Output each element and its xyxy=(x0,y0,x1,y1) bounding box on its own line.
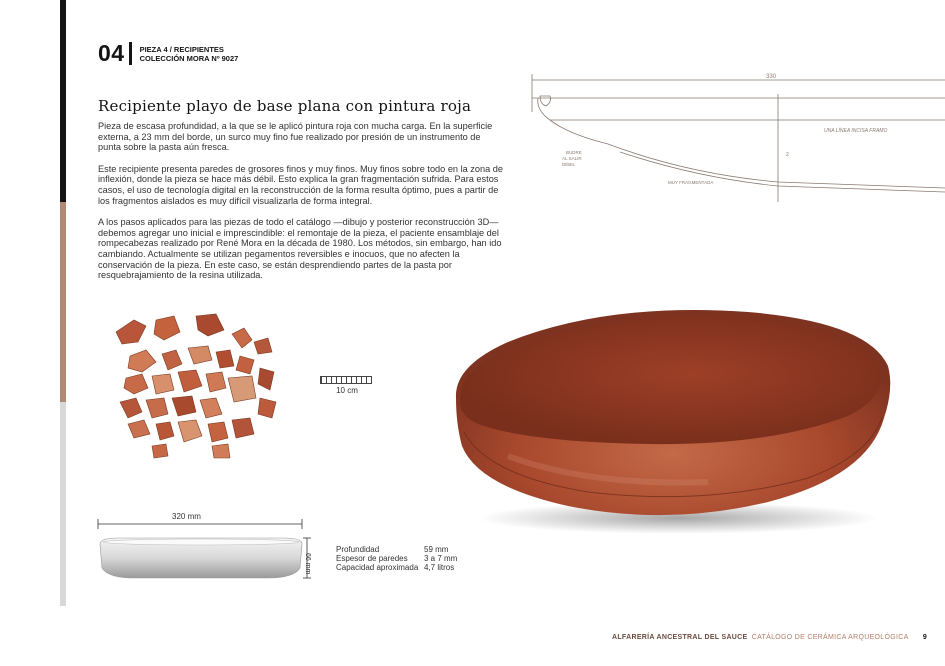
section-header xyxy=(98,40,238,67)
page-title: Recipiente playo de base plana con pintura roja xyxy=(98,97,472,115)
header-labels xyxy=(140,45,239,63)
drawing-note-left-1: BUDRE xyxy=(566,150,582,155)
spec-row xyxy=(336,554,457,563)
footer-subtitle: CATÁLOGO DE CERÁMICA ARQUEOLÓGICA xyxy=(751,634,909,641)
drawing-note-left-2: AL SALIR xyxy=(562,156,582,161)
height-label: 66 mm xyxy=(304,553,311,575)
spec-value: 3 a 7 mm xyxy=(424,554,458,563)
scale-bar-ruler xyxy=(320,376,372,384)
header-divider xyxy=(129,42,132,65)
specs-table xyxy=(336,545,457,572)
scale-label: 10 cm xyxy=(336,386,358,395)
spec-label: Profundidad xyxy=(336,545,380,554)
drawing-note-left-3: DÉBIL xyxy=(562,162,576,167)
spec-value: 4,7 litros xyxy=(424,563,455,572)
sidebar-dark-segment xyxy=(60,0,66,202)
sidebar-brown-segment xyxy=(60,202,66,402)
section-number: 04 xyxy=(98,40,125,66)
reconstructed-bowl-render xyxy=(448,306,898,536)
sidebar-strip xyxy=(60,0,66,606)
diameter-label: 320 mm xyxy=(172,512,201,521)
fragments-photo xyxy=(112,312,282,462)
profile-bowl-render xyxy=(98,536,304,580)
paragraph-1: Pieza de escasa profundidad, a la que se le aplicó pintura roja con mucha carga. En la superficie externa, a 23 mm del borde, un surco muy fino fue realizado por presión de un instrumento de punta sobre la pasta aún fresca. xyxy=(98,121,493,153)
spec-value: 59 mm xyxy=(424,545,449,554)
drawing-note-bottom: MUY FRAGMENTADA xyxy=(668,180,714,185)
scale-bar xyxy=(320,376,374,395)
paragraph-2: Este recipiente presenta paredes de grosores finos y muy finos. Muy finos sobre todo en la zona de inflexión, donde la pieza se hace más débil. Esto explica la gran fragmentación sufrida. Para estos casos, el uso de tecnología digital en la reconstrucción de la forma resulta óptimo, pues a partir de los fragmentos aislados es muy difícil visualizarla de forma integral. xyxy=(98,163,503,206)
sidebar-gray-segment xyxy=(60,402,66,606)
spec-label: Espesor de paredes xyxy=(336,554,408,563)
spec-label: Capacidad aproximada xyxy=(336,563,419,572)
page-number: 9 xyxy=(922,634,928,641)
technical-drawing xyxy=(528,66,945,206)
body-text xyxy=(98,121,506,292)
drawing-dimension: 330 xyxy=(766,74,777,80)
drawing-note-right: UNA LÍNEA INCISA FRAMO xyxy=(824,128,888,134)
page-footer xyxy=(612,634,927,641)
svg-text:2: 2 xyxy=(786,152,789,158)
collection-label: COLECCIÓN MORA Nº 9027 xyxy=(139,53,239,63)
piece-label: PIEZA 4 / RECIPIENTES xyxy=(139,44,224,54)
paragraph-3: A los pasos aplicados para las piezas de todo el catálogo —dibujo y posterior reconstrucción 3D— debemos agregar uno inicial e imprescindible: el remontaje de la pieza, el paciente ensamblaje del rompecabezas realizado por René Mora en la década de 1980. Los métodos, sin embargo, han ido cambiando. Actualmente se utilizan pegamentos reversibles e inocuos, que no afecten la conservación de la pieza. En este caso, se están desprendiendo partes de la pasta por resquebrajamiento de la resina utilizada. xyxy=(98,217,502,281)
spec-row xyxy=(336,545,457,554)
spec-row xyxy=(336,563,457,572)
footer-title: ALFARERÍA ANCESTRAL DEL SAUCE xyxy=(612,634,748,641)
